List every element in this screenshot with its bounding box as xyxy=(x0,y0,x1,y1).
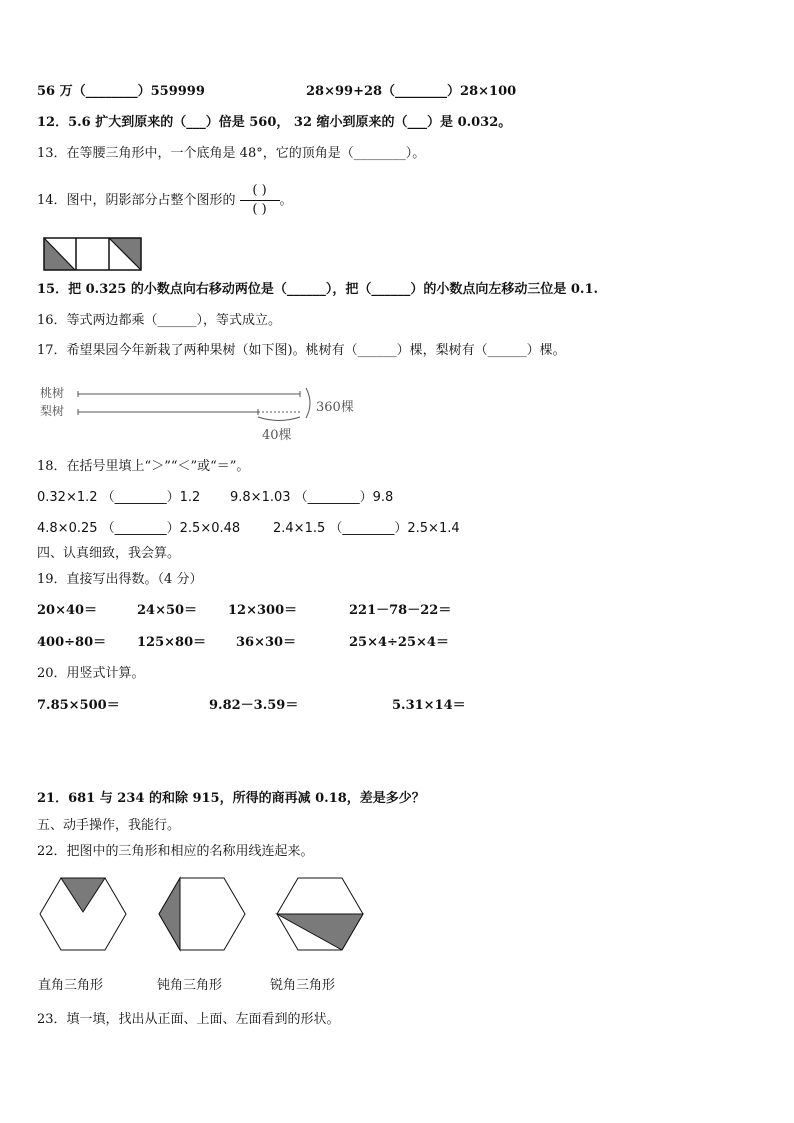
label-right-triangle: 直角三角形 xyxy=(38,978,104,993)
q18-row2-a: 4.8×0.25 （________）2.5×0.48 xyxy=(37,521,241,536)
q19-r1-c1: 20×40＝ xyxy=(37,603,98,618)
label-acute-triangle: 锐角三角形 xyxy=(270,978,336,993)
q18-row1-b: 9.8×1.03 （________）9.8 xyxy=(230,490,394,505)
q14-text: 14．图中，阴影部分占整个图形的 xyxy=(37,193,236,208)
section-4-heading: 四、认真细致，我会算。 xyxy=(37,546,181,561)
q17: 17．希望果园今年新栽了两种果树（如下图)。桃树有（______）棵，梨树有（______）棵。 xyxy=(37,343,566,358)
q15: 15．把 0.325 的小数点向右移动两位是（______），把（______）的小数点向左移动三位是 0.1. xyxy=(37,282,599,297)
label-total: 360棵 xyxy=(316,400,354,415)
q20-item-3: 5.31×14＝ xyxy=(392,698,466,713)
q22-title: 22．把图中的三角形和相应的名称用线连起来。 xyxy=(37,844,314,859)
label-peach: 桃树 xyxy=(40,386,65,400)
q16: 16．等式两边都乘（______），等式成立。 xyxy=(37,313,282,328)
q11-left: 56 万（________）559999 xyxy=(37,84,205,99)
q19-r1-c4: 221－78－22＝ xyxy=(349,603,452,618)
q17-line-diagram xyxy=(40,384,370,444)
hexagon-figure-3 xyxy=(275,876,365,952)
label-difference: 40棵 xyxy=(262,428,292,443)
q18-row1-a: 0.32×1.2 （________）1.2 xyxy=(37,490,201,505)
q11-right: 28×99+28（________）28×100 xyxy=(306,84,517,99)
q18-row2-b: 2.4×1.5 （________）2.5×1.4 xyxy=(273,521,460,536)
q14-end: 。 xyxy=(279,193,293,208)
q19-title: 19．直接写出得数。（4 分） xyxy=(37,572,203,587)
q20-item-2: 9.82－3.59＝ xyxy=(209,698,299,713)
q20-item-1: 7.85×500＝ xyxy=(37,698,120,713)
q23: 23．填一填，找出从正面、上面、左面看到的形状。 xyxy=(37,1012,340,1027)
hexagon-figure-1 xyxy=(38,876,128,952)
hexagon-figure-2 xyxy=(157,876,247,952)
q19-r2-c4: 25×4÷25×4＝ xyxy=(349,635,449,650)
q19-r2-c1: 400÷80＝ xyxy=(37,635,107,650)
shaded-triangle xyxy=(159,878,180,950)
q20-title: 20．用竖式计算。 xyxy=(37,666,145,681)
q19-r1-c2: 24×50＝ xyxy=(137,603,198,618)
section-5-heading: 五、动手操作，我能行。 xyxy=(37,818,181,833)
q19-r2-c3: 36×30＝ xyxy=(236,635,297,650)
label-pear: 梨树 xyxy=(40,404,65,418)
q18-title: 18．在括号里填上“＞”“＜”或“＝”。 xyxy=(37,459,250,474)
q14-denominator: ( ) xyxy=(252,202,267,217)
q19-r2-c2: 125×80＝ xyxy=(137,635,207,650)
q12: 12．5.6 扩大到原来的（___）倍是 560， 32 缩小到原来的（___）是 0.032。 xyxy=(37,115,512,130)
q19-r1-c3: 12×300＝ xyxy=(228,603,298,618)
label-obtuse-triangle: 钝角三角形 xyxy=(157,978,223,993)
q14-fraction xyxy=(240,182,280,219)
q14-numerator: ( ) xyxy=(252,183,267,198)
q14 xyxy=(37,180,293,222)
q14-shaded-figure xyxy=(43,237,143,271)
q21: 21．681 与 234 的和除 915，所得的商再减 0.18，差是多少？ xyxy=(37,791,425,806)
q13: 13．在等腰三角形中，一个底角是 48°，它的顶角是（________）。 xyxy=(37,146,426,161)
